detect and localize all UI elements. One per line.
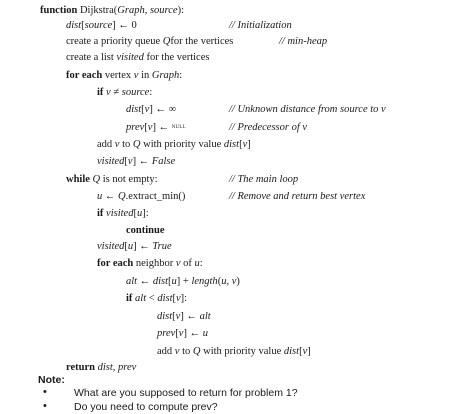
code-token: to — [119, 139, 133, 150]
code-token: alt — [135, 293, 147, 304]
code-statement — [157, 346, 311, 357]
code-keyword: continue — [126, 225, 165, 236]
code-statement — [126, 104, 176, 115]
code-token: dist — [283, 346, 300, 357]
code-token: v — [127, 156, 133, 167]
code-line — [157, 345, 311, 358]
code-token: u — [221, 276, 227, 287]
code-token: in — [138, 70, 152, 81]
code-line — [126, 275, 240, 288]
code-token: Dijkstra( — [79, 5, 118, 16]
code-token: ← — [102, 191, 118, 202]
code-keyword: for each — [97, 258, 134, 269]
code-token: v — [114, 139, 120, 150]
code-statement — [66, 70, 182, 81]
code-token: ( — [217, 276, 222, 287]
code-token: source — [84, 20, 113, 31]
code-token: [ — [124, 156, 128, 167]
code-token: [ — [168, 276, 172, 287]
code-token: ] + — [176, 276, 192, 287]
code-token: v — [144, 104, 150, 115]
code-token: , — [144, 5, 150, 16]
code-token: create a list — [66, 52, 117, 63]
code-token: [ — [239, 139, 243, 150]
code-token: dist — [157, 293, 173, 304]
code-token: [ — [299, 346, 303, 357]
code-token: u — [171, 276, 177, 287]
code-token: ] — [307, 346, 311, 357]
bullet-icon: • — [43, 386, 47, 398]
code-statement — [97, 139, 251, 150]
code-keyword: return — [66, 362, 98, 373]
code-token: ]: — [142, 208, 149, 219]
code-keyword: if — [97, 208, 107, 219]
code-statement — [97, 87, 152, 98]
code-token: True — [152, 241, 172, 252]
code-statement — [97, 156, 175, 167]
code-token: u — [136, 208, 143, 219]
code-token: v — [106, 87, 111, 98]
code-token: ] ← — [132, 156, 152, 167]
code-token: is not empty: — [100, 174, 158, 185]
code-token: v — [231, 276, 237, 287]
code-token: u — [97, 191, 103, 202]
code-line — [66, 19, 292, 32]
code-statement — [126, 276, 240, 287]
code-token: length — [191, 276, 218, 287]
code-token: alt — [126, 276, 138, 287]
code-statement — [126, 122, 186, 133]
code-token: v — [174, 346, 180, 357]
code-token: NULL — [171, 125, 186, 131]
code-token: dist — [152, 276, 169, 287]
code-token: Q — [192, 346, 201, 357]
code-line — [97, 207, 149, 220]
code-token: with priority value — [140, 139, 224, 150]
code-token: prev — [118, 362, 137, 373]
code-token: v — [302, 346, 308, 357]
code-token: [ — [175, 328, 179, 339]
code-token: [ — [172, 311, 176, 322]
code-statement — [157, 311, 211, 322]
code-token: [ — [81, 20, 85, 31]
code-statement — [66, 52, 209, 63]
code-token: ) — [236, 276, 240, 287]
code-token: < — [146, 293, 158, 304]
code-keyword: if — [126, 293, 136, 304]
code-statement — [126, 293, 187, 304]
note-question-2: Do you need to compute prev? — [74, 401, 218, 413]
code-line — [66, 35, 328, 48]
code-token: dist — [97, 362, 113, 373]
code-line — [157, 327, 208, 340]
code-line — [126, 292, 187, 305]
note-question-1: What are you supposed to return for problem 1? — [74, 387, 298, 399]
code-statement — [97, 241, 172, 252]
code-line — [126, 103, 386, 116]
code-token: neighbor — [133, 258, 176, 269]
code-token: v — [178, 328, 184, 339]
code-comment: // Unknown distance from source to v — [229, 104, 386, 115]
code-token: : — [149, 87, 153, 98]
code-keyword: while — [66, 174, 93, 185]
code-line — [97, 86, 152, 99]
code-token: [ — [124, 241, 128, 252]
code-token: visited — [97, 241, 125, 252]
code-token: ]: — [180, 293, 188, 304]
code-token: alt — [199, 311, 211, 322]
code-token: [ — [172, 293, 176, 304]
code-token: Q — [118, 191, 126, 202]
code-comment: // Predecessor of v — [229, 122, 308, 133]
code-statement — [97, 191, 185, 202]
code-statement — [126, 225, 165, 236]
code-token: visited — [116, 52, 144, 63]
code-token: [ — [141, 104, 145, 115]
note-heading: Note: — [38, 374, 65, 386]
code-token: v — [147, 122, 153, 133]
code-token: to — [179, 346, 193, 357]
code-token: add — [157, 346, 175, 357]
code-line — [97, 240, 172, 253]
code-token: u — [202, 328, 208, 339]
code-comment: // The main loop — [229, 174, 299, 185]
code-statement — [97, 258, 203, 269]
code-line — [66, 69, 182, 82]
code-token: u — [194, 258, 200, 269]
code-token: , — [112, 362, 119, 373]
code-statement — [97, 208, 149, 219]
code-keyword: if — [97, 87, 107, 98]
code-token: ] — [247, 139, 251, 150]
code-line — [126, 121, 308, 134]
code-token: : — [179, 70, 183, 81]
code-token: source — [121, 87, 150, 98]
code-token: prev — [157, 328, 176, 339]
code-token: with priority value — [200, 346, 284, 357]
code-token: ← — [137, 276, 153, 287]
code-statement — [40, 5, 184, 16]
code-token: Graph — [151, 70, 180, 81]
code-keyword: for each — [66, 70, 103, 81]
code-token: v — [175, 258, 181, 269]
code-token: ] ← 0 — [112, 20, 137, 31]
code-token: ): — [177, 5, 184, 16]
code-token: for the vertices — [170, 36, 234, 47]
code-statement — [66, 174, 158, 185]
code-line — [66, 173, 299, 186]
code-statement — [66, 362, 136, 373]
code-token: dist — [126, 104, 142, 115]
code-line — [126, 224, 165, 237]
code-token: False — [151, 156, 176, 167]
code-token: dist — [66, 20, 82, 31]
code-token: Q — [92, 174, 101, 185]
code-token: source — [149, 5, 178, 16]
code-token: ] ← ∞ — [149, 104, 177, 115]
code-token: ] ← — [152, 122, 172, 133]
code-token: , — [226, 276, 232, 287]
code-token: ] ← — [133, 241, 153, 252]
code-token: prev — [126, 122, 145, 133]
code-token: ] ← — [183, 328, 203, 339]
code-token: dist — [157, 311, 173, 322]
code-token: visited — [106, 208, 134, 219]
code-token: v — [175, 293, 181, 304]
code-statement — [66, 20, 137, 31]
code-token: create a priority queue — [66, 36, 163, 47]
code-line — [97, 155, 175, 168]
code-line — [97, 190, 366, 203]
code-token: [ — [133, 208, 137, 219]
code-token: dist — [223, 139, 240, 150]
code-line — [157, 310, 211, 323]
code-token: : — [199, 258, 203, 269]
code-token: v — [175, 311, 181, 322]
code-token: vertex — [102, 70, 134, 81]
code-comment: // Remove and return best vertex — [229, 191, 366, 202]
code-token: [ — [144, 122, 148, 133]
code-token: add — [97, 139, 115, 150]
bullet-icon: • — [43, 400, 47, 412]
code-statement — [157, 328, 208, 339]
code-token: Graph — [117, 5, 145, 16]
code-token: .extract_min() — [125, 191, 186, 202]
code-comment: // min-heap — [279, 36, 328, 47]
code-token: visited — [97, 156, 125, 167]
code-token: ≠ — [110, 87, 122, 98]
code-token: ] ← — [180, 311, 200, 322]
code-keyword: function — [40, 5, 80, 16]
code-token: Q — [132, 139, 141, 150]
code-token: for the vertices — [143, 52, 210, 63]
code-token: Q — [162, 36, 171, 47]
code-line — [66, 51, 209, 64]
code-line — [97, 138, 251, 151]
code-token: v — [242, 139, 248, 150]
code-statement — [66, 36, 233, 47]
code-token: v — [133, 70, 139, 81]
code-line — [66, 361, 136, 374]
code-comment: // Initialization — [229, 20, 292, 31]
code-token: u — [127, 241, 134, 252]
code-token: of — [180, 258, 195, 269]
code-line — [40, 4, 184, 17]
code-line — [97, 257, 203, 270]
